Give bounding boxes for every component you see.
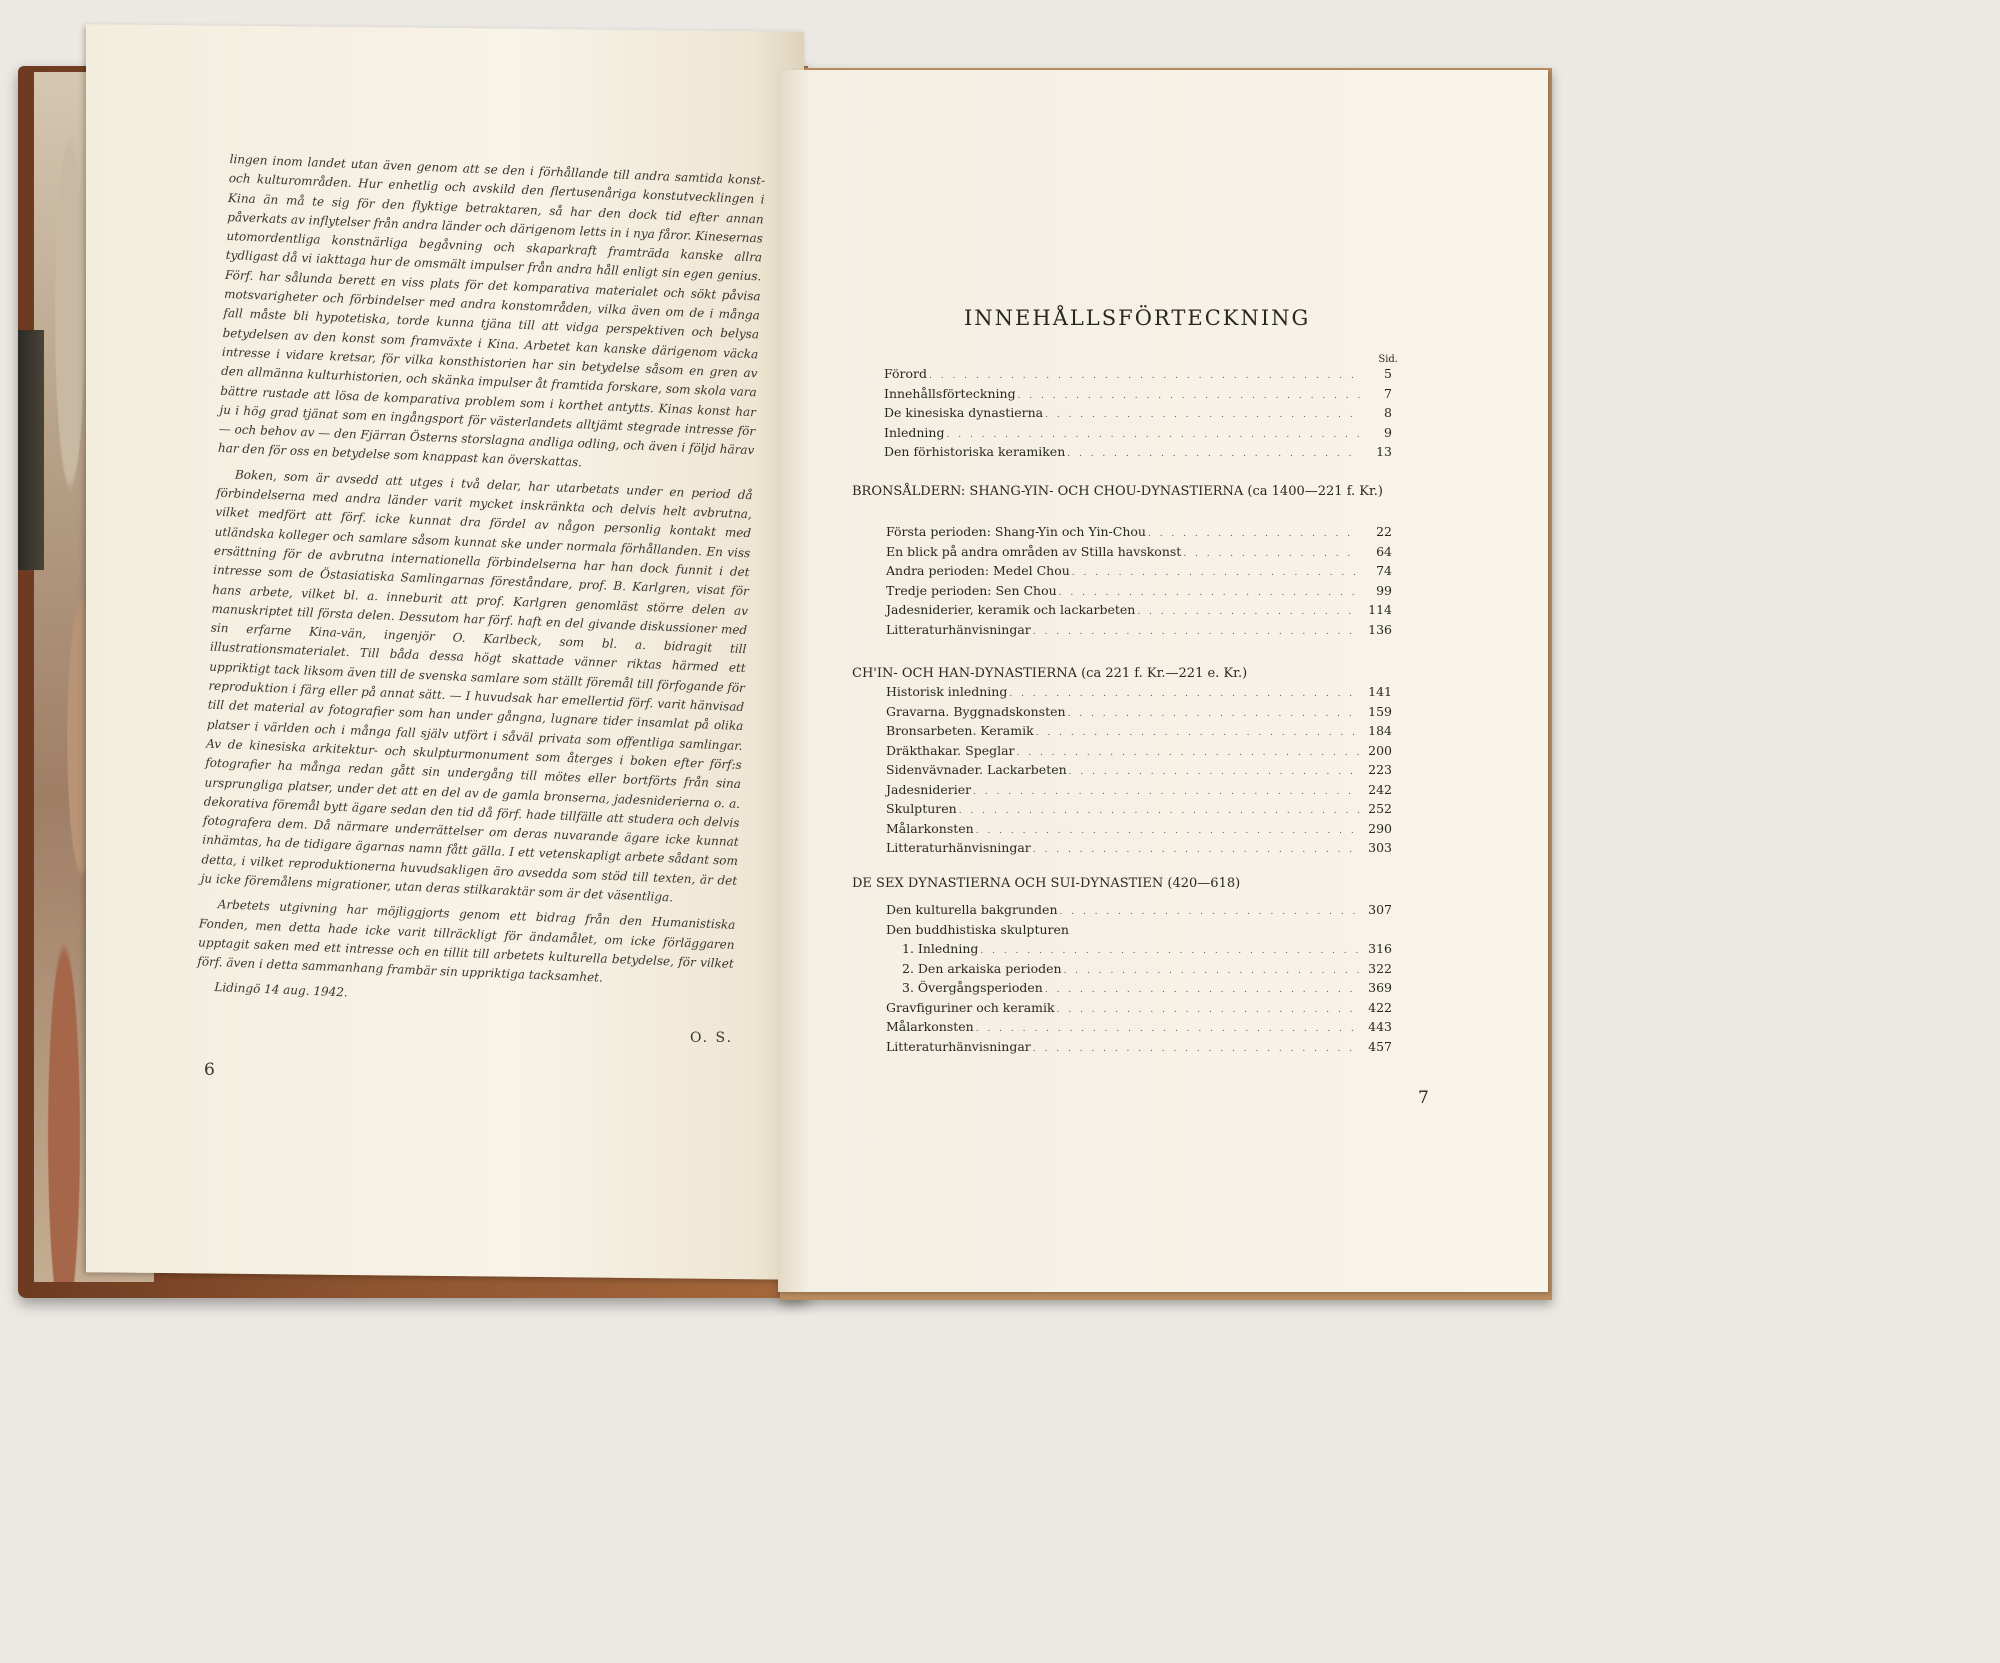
toc-entry [886, 821, 1392, 840]
leader-dots [1018, 391, 1360, 401]
leader-dots [973, 787, 1360, 797]
toc-entry [886, 782, 1392, 801]
leader-dots [1137, 607, 1360, 617]
toc-entry-page: 141 [1368, 684, 1392, 699]
toc-entry [884, 405, 1392, 424]
page-number-left: 6 [204, 1060, 215, 1080]
toc-entry-page: 422 [1368, 999, 1392, 1015]
toc-entry-page: 99 [1376, 582, 1392, 598]
toc-entry-label: Inledning [884, 424, 945, 440]
toc-entry-label: Bronsarbeten. Keramik [886, 723, 1034, 738]
toc-entry-label: Den förhistoriska keramiken [884, 444, 1066, 459]
toc-entry-label: Tredje perioden: Sen Chou [886, 582, 1057, 598]
toc-entry-page: 369 [1368, 980, 1392, 995]
toc-entry-page: 8 [1384, 405, 1392, 420]
toc-entry-page: 136 [1368, 621, 1392, 637]
toc-entry-page: 457 [1368, 1038, 1392, 1054]
toc-entry-label: 3. Övergångsperioden [902, 980, 1043, 995]
toc-entry [886, 743, 1392, 762]
toc-entry-page: 159 [1368, 703, 1392, 719]
toc-entry [886, 1019, 1392, 1038]
toc-entry-label: 2. Den arkaiska perioden [902, 960, 1062, 976]
toc-entry [886, 922, 1392, 941]
toc-entry [886, 563, 1392, 582]
toc-entry-label: Historisk inledning [886, 684, 1008, 699]
toc-entry [886, 524, 1392, 543]
toc-entry [902, 961, 1392, 980]
toc-entry-label: Förord [884, 366, 927, 381]
section-heading: BRONSÅLDERN: SHANG-YIN- OCH CHOU-DYNASTIERNA (ca 1400—221 f. Kr.) [852, 484, 1384, 499]
leader-dots [1060, 907, 1361, 917]
page-title: INNEHÅLLSFÖRTECKNING [964, 306, 1311, 330]
leader-dots [976, 826, 1360, 836]
toc-entry-label: Sidenvävnader. Lackarbeten [886, 762, 1067, 777]
toc-entry-page: 5 [1384, 366, 1392, 381]
toc-entry-page: 290 [1368, 820, 1392, 836]
toc-entry-page: 322 [1368, 960, 1392, 976]
toc-entry-label: Litteraturhänvisningar [886, 621, 1031, 637]
toc-entry-page: 200 [1368, 742, 1392, 758]
leader-dots [959, 806, 1360, 816]
toc-entry-page: 242 [1368, 781, 1392, 797]
toc-entry [886, 583, 1392, 602]
toc-entry [886, 1039, 1392, 1058]
leader-dots [976, 1024, 1360, 1034]
toc-entry-label: Litteraturhänvisningar [886, 1038, 1031, 1054]
toc-entry-page: 316 [1368, 941, 1392, 956]
place-date: Lidingö 14 aug. 1942. [214, 980, 348, 1000]
leader-dots [1036, 728, 1360, 738]
toc-entry-label: Den buddhistiska skulpturen [886, 921, 1069, 937]
toc-entry-page: 64 [1376, 543, 1392, 559]
leader-dots [929, 371, 1360, 381]
leader-dots [1183, 549, 1360, 559]
toc-entry-label: Litteraturhänvisningar [886, 840, 1031, 855]
leader-dots [1072, 568, 1360, 578]
toc-entry-page: 74 [1376, 563, 1392, 578]
leader-dots [1067, 449, 1360, 459]
section-heading: CH'IN- OCH HAN-DYNASTIERNA (ca 221 f. Kr.—221 e. Kr.) [852, 666, 1248, 681]
toc-entry [886, 544, 1392, 563]
toc-entry-page: 307 [1368, 902, 1392, 917]
toc-entry [886, 602, 1392, 621]
signature: O. S. [690, 1030, 734, 1046]
toc-entry-label: Innehållsförteckning [884, 385, 1016, 401]
leader-dots [1009, 689, 1360, 699]
toc-entry [886, 840, 1392, 859]
toc-entry [884, 425, 1392, 444]
paragraph: Arbetets utgivning har möjliggjorts genom ett bidrag från den Humanistiska Fonden, men detta hade icke varit tillräckligt för ändamålet, om icke förläggaren upptagit saken med ett intresse och en tillit till arbetets kulturella betydelse, för vilket förf. även i detta sammanhang frambär sin uppriktiga tacksamhet. [197, 897, 736, 985]
paragraph: lingen inom landet utan även genom att se den i förhållande till andra samtida konst- och kulturområden. Hur enhetlig och avskild den flertusenåriga konstutvecklingen i Kina än må te sig för den flyktige betraktaren, så har den dock tid efter annan påverkats av inflytelser från andra länder och därigenom letts in i nya fåror. Kinesernas utomordentliga konstnärliga begåvning och skaparkraft framträda kanske allra tydligast då vi iakttaga hur de omsmält impulser från andra håll enligt sin egen genius. Förf. har sålunda berett en viss plats för det komparativa materialet och sökt påvisa motsvarigheter och förbindelser med andra konstområden, vilka även om de i många fall måste bli hypotetiska, torde kunna tjäna till att vidga perspektiven och belysa betydelsen av den konst som framväxte i Kina. Arbetet kan kanske därigenom väcka intresse i vidare kretsar, för vilka konsthistorien har sin betydelse såsom en gren av den allmänna kulturhistorien, och skänka impulser åt framtida forskare, som skola vara bättre rustade att lösa de komparativa problem som i korthet antytts. Kinas konst har ju i hög grad tjänat som en ingångsport för västerlandets alltjämt stegrade intresse för — och behov av — den Fjärran Österns storslagna andliga odling, och även i följd härav har den för oss en betydelse som knappast kan överskattas. [217, 151, 766, 470]
toc-entry-label: Andra perioden: Medel Chou [886, 563, 1070, 578]
leader-dots [1045, 410, 1360, 420]
toc-entry-page: 7 [1384, 385, 1392, 401]
page-number-right: 7 [1418, 1088, 1429, 1108]
toc-entry-label: Jadesniderier, keramik och lackarbeten [886, 602, 1136, 617]
toc-entry-page: 252 [1368, 801, 1392, 816]
toc-entry-page: 223 [1368, 762, 1392, 777]
toc-entry-page: 9 [1384, 424, 1392, 440]
toc-entry [884, 444, 1392, 463]
left-page-text [196, 150, 766, 1025]
leader-dots [1068, 709, 1360, 719]
toc-entry-label: Den kulturella bakgrunden [886, 902, 1058, 917]
toc-entry-page: 22 [1376, 524, 1392, 539]
section-heading: DE SEX DYNASTIERNA OCH SUI-DYNASTIEN (420—618) [852, 876, 1241, 891]
toc-entry [884, 366, 1392, 385]
leader-dots [1148, 529, 1360, 539]
leader-dots [980, 946, 1360, 956]
leader-dots [947, 430, 1361, 440]
toc-entry-page: 443 [1368, 1019, 1392, 1034]
leader-dots [1033, 845, 1360, 855]
toc-entry [902, 941, 1392, 960]
toc-entry [886, 801, 1392, 820]
leader-dots [1059, 588, 1360, 598]
toc-entry-label: Målarkonsten [886, 1019, 974, 1034]
toc-entry-label: Skulpturen [886, 801, 957, 816]
toc-entry-label: 1. Inledning [902, 941, 979, 956]
paragraph: Boken, som är avsedd att utges i två delar, har utarbetats under en period då förbindelserna med andra länder varit mycket inskränkta och delvis helt avbrutna, vilket medfört att förf. icke kunnat dra fördel av någon personlig kontakt med utländska kolleger och samlare såsom kunnat ske under normala förhållanden. En viss ersättning för de avbrutna internationella förbindelserna har han dock funnit i det intresse som de Östasiatiska Samlingarnas föreståndare, prof. B. Karlgren, visat för hans arbete, vilket bl. a. inneburit att prof. Karlgren genomläst större delen av manuskriptet till första delen. Dessutom har förf. haft en del givande diskussioner med sin erfarne Kina-vän, ingenjör O. Karlbeck, som bl. a. bidragit till illustrationsmaterialet. Till båda dessa högt skattade vänner riktas härmed ett uppriktigt tack liksom även till de svenska samlare som ställt föremål till förfogande för reproduktion i färg eller på annat sätt. — I huvudsak har emellertid förf. varit hänvisad till det material av fotografier som han under gångna, lugnare tider insamlat på olika platser i världen och i många fall själv utfört i såväl privata som offentliga samlingar. Av de kinesiska arkitektur- och skulpturmonument som återges i boken efter förf:s fotografier ha många redan gått sin undergång till mötes eller bortförts från sina ursprungliga platser, under det att en del av de gamla bronserna, jadesniderierna o. a. dekorativa föremål bytt ägare sedan den tid då förf. hade tillfälle att studera och delvis fotografera dem. Då närmare underrättelser om deras nuvarande ägare icke kunnat inhämtas, ha de tidigare ägarnas namn fått gälla. I ett vetenskapligt arbete sådant som detta, i vilket reproduktionerna huvudsakligen äro avsedda som stöd till texten, är det ju icke föremålens migrationer, utan deras stilkaraktär som är det väsentliga. [200, 467, 753, 905]
toc-entry-label: Gravfiguriner och keramik [886, 999, 1055, 1015]
spine-label [18, 330, 44, 570]
toc-entry [886, 622, 1392, 641]
toc-entry-label: Första perioden: Shang-Yin och Yin-Chou [886, 524, 1146, 539]
toc-entry [886, 762, 1392, 781]
toc-entry [884, 386, 1392, 405]
toc-entry-label: De kinesiska dynastierna [884, 405, 1044, 420]
toc-entry-label: Dräkthakar. Speglar [886, 742, 1015, 758]
leader-dots [1064, 966, 1360, 976]
toc-entry-page: 184 [1368, 723, 1392, 738]
toc-entry [902, 980, 1392, 999]
page-column-label: Sid. [1378, 354, 1398, 365]
leader-dots [1045, 985, 1360, 995]
toc-entry [886, 723, 1392, 742]
toc-entry [886, 1000, 1392, 1019]
toc-entry-page: 114 [1368, 602, 1392, 617]
toc-entry-label: Jadesniderier [886, 781, 972, 797]
leader-dots [1033, 1044, 1360, 1054]
toc-entry [886, 902, 1392, 921]
leader-dots [1069, 767, 1360, 777]
toc-entry-label: Målarkonsten [886, 820, 974, 836]
toc-entry [886, 684, 1392, 703]
leader-dots [1057, 1005, 1360, 1015]
toc-entry-label: Gravarna. Byggnadskonsten [886, 703, 1066, 719]
toc-entry-page: 303 [1368, 840, 1392, 855]
toc-entry-page: 13 [1376, 444, 1392, 459]
leader-dots [1017, 748, 1360, 758]
toc-entry-label: En blick på andra områden av Stilla havskonst [886, 543, 1182, 559]
leader-dots [1033, 627, 1360, 637]
toc-entry [886, 704, 1392, 723]
